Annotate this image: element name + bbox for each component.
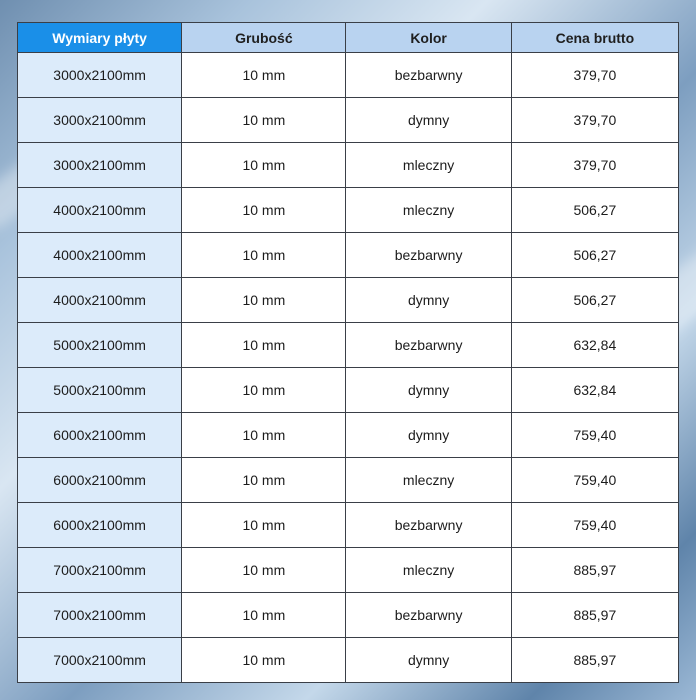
cell-dimensions: 6000x2100mm xyxy=(18,413,182,458)
header-row xyxy=(18,23,679,53)
cell-price: 506,27 xyxy=(511,188,678,233)
cell-color: bezbarwny xyxy=(346,503,511,548)
cell-price: 379,70 xyxy=(511,53,678,98)
cell-price: 885,97 xyxy=(511,638,678,683)
cell-color: dymny xyxy=(346,413,511,458)
cell-dimensions: 3000x2100mm xyxy=(18,53,182,98)
cell-thickness: 10 mm xyxy=(182,593,346,638)
cell-thickness: 10 mm xyxy=(182,143,346,188)
cell-price: 885,97 xyxy=(511,548,678,593)
cell-dimensions: 5000x2100mm xyxy=(18,368,182,413)
cell-dimensions: 4000x2100mm xyxy=(18,233,182,278)
cell-price: 759,40 xyxy=(511,413,678,458)
table-row xyxy=(18,143,679,188)
cell-color: mleczny xyxy=(346,548,511,593)
header-dimensions: Wymiary płyty xyxy=(18,23,182,53)
cell-thickness: 10 mm xyxy=(182,53,346,98)
table-row xyxy=(18,98,679,143)
table-body xyxy=(18,53,679,683)
cell-color: dymny xyxy=(346,638,511,683)
cell-dimensions: 6000x2100mm xyxy=(18,458,182,503)
cell-color: mleczny xyxy=(346,143,511,188)
table-row xyxy=(18,233,679,278)
cell-price: 379,70 xyxy=(511,143,678,188)
cell-thickness: 10 mm xyxy=(182,278,346,323)
cell-price: 885,97 xyxy=(511,593,678,638)
cell-thickness: 10 mm xyxy=(182,638,346,683)
cell-thickness: 10 mm xyxy=(182,548,346,593)
cell-price: 759,40 xyxy=(511,458,678,503)
cell-color: mleczny xyxy=(346,458,511,503)
table-row xyxy=(18,188,679,233)
cell-price: 506,27 xyxy=(511,278,678,323)
header-price: Cena brutto xyxy=(511,23,678,53)
cell-color: dymny xyxy=(346,278,511,323)
cell-dimensions: 7000x2100mm xyxy=(18,548,182,593)
cell-price: 632,84 xyxy=(511,323,678,368)
cell-dimensions: 7000x2100mm xyxy=(18,593,182,638)
cell-thickness: 10 mm xyxy=(182,323,346,368)
cell-thickness: 10 mm xyxy=(182,413,346,458)
cell-color: dymny xyxy=(346,368,511,413)
price-table xyxy=(17,22,679,683)
table-row xyxy=(18,323,679,368)
table-row xyxy=(18,278,679,323)
cell-color: bezbarwny xyxy=(346,53,511,98)
table-row xyxy=(18,638,679,683)
cell-dimensions: 3000x2100mm xyxy=(18,143,182,188)
table-row xyxy=(18,503,679,548)
header-color: Kolor xyxy=(346,23,511,53)
cell-color: bezbarwny xyxy=(346,593,511,638)
cell-price: 759,40 xyxy=(511,503,678,548)
cell-dimensions: 4000x2100mm xyxy=(18,278,182,323)
cell-price: 632,84 xyxy=(511,368,678,413)
cell-dimensions: 6000x2100mm xyxy=(18,503,182,548)
cell-dimensions: 5000x2100mm xyxy=(18,323,182,368)
cell-thickness: 10 mm xyxy=(182,188,346,233)
table-row xyxy=(18,593,679,638)
cell-dimensions: 3000x2100mm xyxy=(18,98,182,143)
table-row xyxy=(18,548,679,593)
table-row xyxy=(18,53,679,98)
cell-color: dymny xyxy=(346,98,511,143)
table-row xyxy=(18,458,679,503)
cell-color: bezbarwny xyxy=(346,233,511,278)
cell-color: mleczny xyxy=(346,188,511,233)
cell-price: 379,70 xyxy=(511,98,678,143)
table-header xyxy=(18,23,679,53)
table-row xyxy=(18,368,679,413)
cell-dimensions: 4000x2100mm xyxy=(18,188,182,233)
cell-thickness: 10 mm xyxy=(182,233,346,278)
cell-thickness: 10 mm xyxy=(182,98,346,143)
cell-dimensions: 7000x2100mm xyxy=(18,638,182,683)
table-row xyxy=(18,413,679,458)
cell-thickness: 10 mm xyxy=(182,368,346,413)
cell-thickness: 10 mm xyxy=(182,458,346,503)
header-thickness: Grubość xyxy=(182,23,346,53)
cell-thickness: 10 mm xyxy=(182,503,346,548)
cell-color: bezbarwny xyxy=(346,323,511,368)
cell-price: 506,27 xyxy=(511,233,678,278)
